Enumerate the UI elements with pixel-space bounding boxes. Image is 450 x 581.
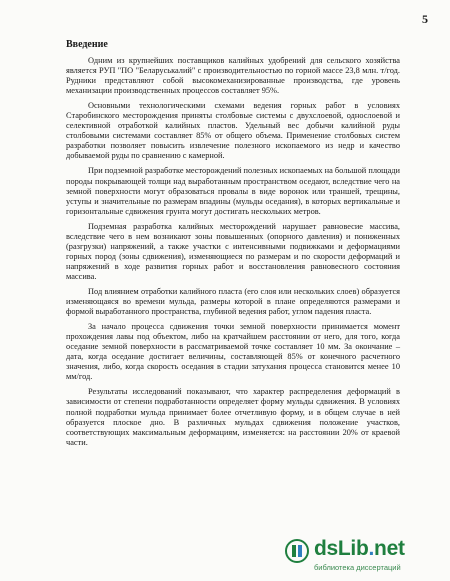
paragraph: Одним из крупнейших поставщиков калийных удобрений для сельского хозяйства является РУП "ПО "Беларуськалий" с производительностью по горной массе 23,8 млн. т/год. Рудники представляют собой высокомеханизированные производства, где уровень механизации производственных процессов составляет 95%. — [66, 56, 400, 96]
paragraph: Подземная разработка калийных месторождений нарушает равновесие массива, вследствие чего в нем возникают зоны повышенных (опорного давления) и пониженных (разгрузки) напряжений, а также участки с интенсивными подвижками и деформациями горных пород (зоны сдвижения), изменяющиеся по размерам и по скорости деформаций и напряжений в ходе развития горных работ и восстановления равновесного состояния массива. — [66, 221, 400, 281]
watermark-brand: dsLib.net — [314, 537, 405, 560]
dslib-watermark[interactable] — [284, 537, 444, 577]
body-text — [66, 56, 400, 451]
paragraph: При подземной разработке месторождений полезных ископаемых на большой площади породы покрывающей толщи над выработанным пространством оседают, вследствие чего на земной поверхности могут образоваться провалы в виде воронок или траншей, трещины, уступы и значительные по размерам впадины (мульды оседания), в которых вертикальные и горизонтальные сдвижения грунта могут достигать нескольких метров. — [66, 166, 400, 216]
paragraph: Под влиянием отработки калийного пласта (его слоя или нескольких слоев) образуется изменяющаяся во времени мульда, размеры которой в плане определяются размерами и формой выработанного пространства, глубиной ведения работ, углом падения пласта. — [66, 286, 400, 317]
paragraph: Результаты исследований показывают, что характер распределения деформаций в зависимости от степени подработанности определяет форму мульды сдвижения. В условиях полной подработки мульда принимает более отчетливую форму, и в общем случае в ней образуется плоское дно. В различных мульдах сдвижения положение участков, соответствующих максимальным деформациям, изменяется: на расстоянии 20% от краевой части. — [66, 387, 400, 447]
paragraph: За начало процесса сдвижения точки земной поверхности принимается момент прохождения лавы под объектом, либо на кратчайшем расстоянии от него, для того, когда оседание земной поверхности в рассматриваемой точке составляет 10 мм. За окончание – дата, когда оседание достигает величины, составляющей 85% от конечного расчетного значения, либо, когда скорость оседания в стадии затухания процесса становится менее 10 мм/год. — [66, 322, 400, 382]
section-heading: Введение — [66, 39, 108, 50]
paragraph: Основными технологическими схемами ведения горных работ в условиях Старобинского месторождения приняты столбовые системы с двухслоевой, однослоевой и селективной отработкой калийных пластов. Удельный вес добычи калийной руды столбовыми системами составляет 85% от общего объема. Применение столбовых систем разработки позволяет повысить извлечение полезного ископаемого из недр и качество добываемой руды по сравнению с камерной. — [66, 101, 400, 161]
watermark-subtitle: библиотека диссертаций — [314, 563, 401, 572]
page-number: 5 — [422, 12, 428, 26]
dslib-logo-icon — [284, 538, 310, 564]
